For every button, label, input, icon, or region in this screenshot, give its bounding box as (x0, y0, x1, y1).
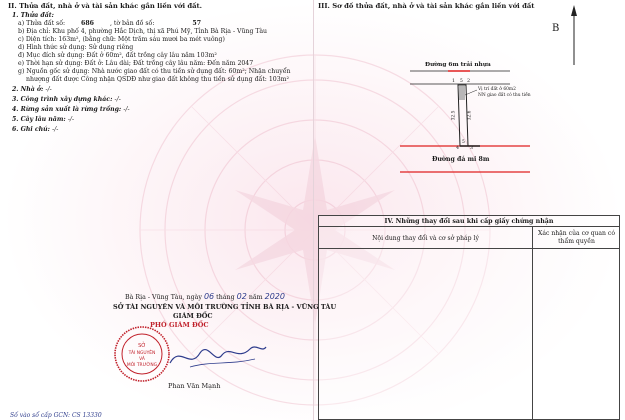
seal-text-2: TÀI NGUYÊN (128, 351, 156, 356)
area-line: c) Diện tích: 163m², (bằng chữ: Một trăm sáu mươi ba mét vuông) (18, 36, 225, 43)
dim-bottom: 5 (462, 140, 465, 145)
deputy-director-title: PHÓ GIÁM ĐỐC (150, 321, 209, 329)
month-prefix: tháng (216, 294, 235, 301)
usage-purpose-line: đ) Mục đích sử dụng: Đất ở 60m², đất trồng cây lâu năm 103m² (18, 52, 217, 59)
director-title: GIÁM ĐỐC (173, 312, 213, 320)
section2-heading: II. Thửa đất, nhà ở và tài sản khác gắn liền với đất. (8, 2, 203, 10)
forest-label: 4. Rừng sản xuất là rừng trồng: (12, 106, 122, 113)
point-4: 4 (456, 146, 460, 151)
date-month: 02 (236, 292, 247, 301)
perennial-label: 5. Cây lâu năm: (12, 116, 66, 123)
point-2: 2 (467, 79, 471, 84)
parcel-label: a) Thửa đất số: (18, 20, 66, 27)
issuing-authority: SỞ TÀI NGUYÊN VÀ MÔI TRƯỜNG TỈNH BÀ RỊA - VŨNG TÀU (113, 303, 337, 311)
date-day: 06 (203, 292, 215, 301)
section3-heading: III. Sơ đồ thửa đất, nhà ở và tài sản khác gắn liền với đất (318, 2, 535, 10)
construction-label: 3. Công trình xây dựng khác: (12, 96, 113, 103)
sheet-label: , tờ bản đồ số: (109, 20, 155, 27)
table-col-content: Nội dung thay đổi và cơ sở pháp lý (372, 235, 479, 242)
house-value: -/- (45, 86, 52, 93)
parcel-map (0, 0, 625, 200)
seal-text-3: VÀ (139, 357, 145, 362)
table-column-divider (532, 226, 533, 419)
dim-top: 5 (460, 79, 463, 84)
note-label: 6. Ghi chú: (12, 126, 50, 133)
parcel-number: 686 (81, 20, 94, 27)
table-rule-header (319, 248, 619, 249)
note-value: -/- (52, 126, 59, 133)
handwritten-signature (160, 335, 270, 375)
road-bottom-label: Đường đá mi 8m (432, 156, 490, 163)
seal-text-1: SỞ (138, 343, 146, 349)
origin-line-2: nhượng đất được Công nhận QSDĐ như giao đất không thu tiền sử dụng đất: 103m² (26, 76, 290, 83)
seal-text-4: MÔI TRƯỜNG (126, 363, 158, 368)
dim-right: 32.6 (467, 110, 473, 121)
date-prefix: Bà Rịa - Vũng Tàu, ngày (125, 294, 202, 301)
year-prefix: năm (248, 294, 263, 301)
address-line: b) Địa chỉ: Khu phố 4, phường Hắc Dịch, thị xã Phú Mỹ, Tỉnh Bà Rịa - Vũng Tàu (18, 28, 268, 35)
construction-value: -/- (114, 96, 121, 103)
land-title: 1. Thửa đất: (12, 12, 54, 19)
map-note-2: NN giao đất có thu tiền (478, 93, 531, 98)
table-col-confirmation: Xác nhận của cơ quan có thẩm quyền (538, 230, 615, 245)
signer-name: Phan Văn Mạnh (168, 382, 221, 390)
usage-form-line: d) Hình thức sử dụng: Sử dụng riêng (18, 44, 134, 51)
usage-term-line: e) Thời hạn sử dụng: Đất ở: Lâu dài; Đất trồng cây lâu năm: Đến năm 2047 (18, 60, 254, 67)
register-serial: Số vào sổ cấp GCN: CS 13330 (10, 412, 102, 419)
map-note-1: Vị trí đất ở 60m2 (478, 87, 516, 92)
north-label: B (552, 23, 560, 34)
date-year: 2020 (264, 292, 285, 301)
point-1: 1 (452, 79, 456, 84)
house-label: 2. Nhà ở: (12, 86, 44, 93)
table-rule-top (319, 226, 619, 227)
dim-left: 32.5 (451, 110, 457, 121)
forest-value: -/- (123, 106, 130, 113)
sheet-number: 57 (192, 20, 202, 27)
north-arrow-icon (571, 5, 577, 65)
road-top-label: Đường 6m trải nhựa (425, 62, 491, 68)
section4-heading: IV. Những thay đổi sau khi cấp giấy chứng nhận (384, 218, 554, 225)
changes-table (318, 215, 620, 420)
perennial-value: -/- (67, 116, 75, 123)
signing-date (125, 293, 285, 301)
point-3: 3 (470, 146, 474, 151)
origin-line-1: g) Nguồn gốc sử dụng: Nhà nước giao đất có thu tiền sử dụng đất: 60m²; Nhận chuyển (18, 68, 291, 75)
